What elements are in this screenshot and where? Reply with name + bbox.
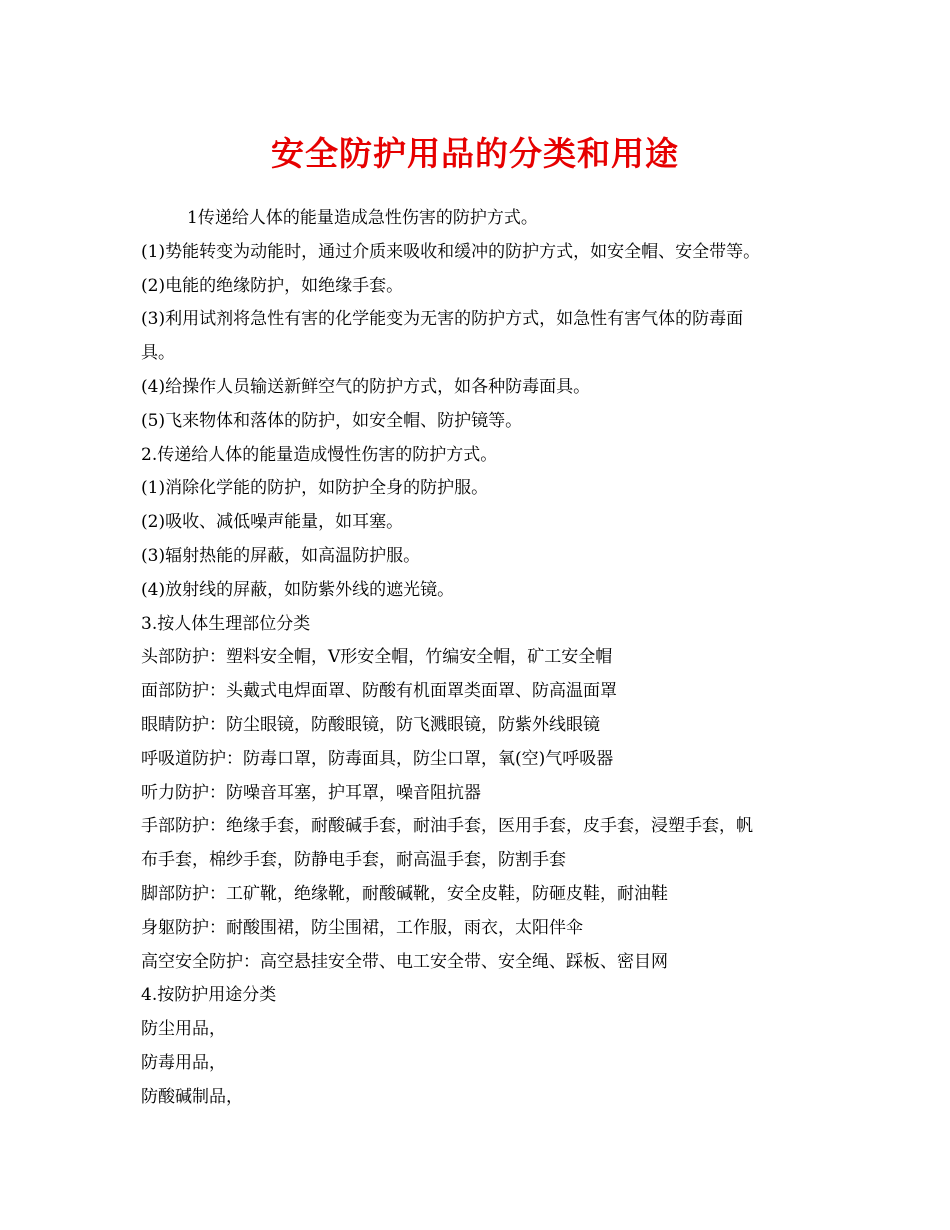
list-item: 眼睛防护：防尘眼镜，防酸眼镜，防飞溅眼镜，防紫外线眼镜 bbox=[141, 714, 600, 735]
list-item: 防尘用品， bbox=[141, 1019, 226, 1040]
section-heading-3: 3.按人体生理部位分类 bbox=[141, 613, 311, 634]
list-item: 手部防护：绝缘手套，耐酸碱手套，耐油手套，医用手套，皮手套，浸塑手套，帆 bbox=[141, 816, 753, 837]
document-body bbox=[141, 202, 821, 1115]
list-item: 呼吸道防护：防毒口罩，防毒面具，防尘口罩，氧(空)气呼吸器 bbox=[141, 748, 614, 769]
list-item: 面部防护：头戴式电焊面罩、防酸有机面罩类面罩、防高温面罩 bbox=[141, 681, 617, 702]
section-heading-1: 1传递给人体的能量造成急性伤害的防护方式。 bbox=[187, 208, 538, 228]
list-item: 头部防护：塑料安全帽，V形安全帽，竹编安全帽，矿工安全帽 bbox=[141, 647, 613, 668]
list-item: 脚部防护：工矿靴，绝缘靴，耐酸碱靴，安全皮鞋，防砸皮鞋，耐油鞋 bbox=[141, 883, 668, 904]
list-item: (3)利用试剂将急性有害的化学能变为无害的防护方式，如急性有害气体的防毒面 bbox=[141, 309, 744, 330]
list-item: (2)吸收、减低噪声能量，如耳塞。 bbox=[141, 512, 404, 533]
section-heading-4: 4.按防护用途分类 bbox=[141, 985, 277, 1006]
section-heading-2: 2.传递给人体的能量造成慢性伤害的防护方式。 bbox=[141, 444, 498, 465]
list-item: 防毒用品， bbox=[141, 1052, 226, 1073]
list-item: 听力防护：防噪音耳塞，护耳罩，噪音阻抗器 bbox=[141, 782, 481, 803]
list-item: (1)消除化学能的防护，如防护全身的防护服。 bbox=[141, 478, 489, 499]
list-item: (4)给操作人员输送新鲜空气的防护方式，如各种防毒面具。 bbox=[141, 376, 591, 397]
list-item: (5)飞来物体和落体的防护，如安全帽、防护镜等。 bbox=[141, 410, 523, 431]
list-item: 高空安全防护：高空悬挂安全带、电工安全带、安全绳、踩板、密目网 bbox=[141, 951, 668, 972]
document-title: 安全防护用品的分类和用途 bbox=[271, 134, 679, 173]
list-item: (2)电能的绝缘防护，如绝缘手套。 bbox=[141, 275, 404, 296]
list-item: (4)放射线的屏蔽，如防紫外线的遮光镜。 bbox=[141, 579, 455, 600]
list-item-continuation: 布手套，棉纱手套，防静电手套，耐高温手套，防割手套 bbox=[141, 850, 566, 871]
list-item: 防酸碱制品， bbox=[141, 1086, 243, 1107]
list-item: (1)势能转变为动能时，通过介质来吸收和缓冲的防护方式，如安全帽、安全带等。 bbox=[141, 241, 761, 262]
list-item: 身躯防护：耐酸围裙，防尘围裙，工作服，雨衣，太阳伴伞 bbox=[141, 917, 583, 938]
list-item-continuation: 具。 bbox=[141, 343, 175, 364]
list-item: (3)辐射热能的屏蔽，如高温防护服。 bbox=[141, 545, 421, 566]
